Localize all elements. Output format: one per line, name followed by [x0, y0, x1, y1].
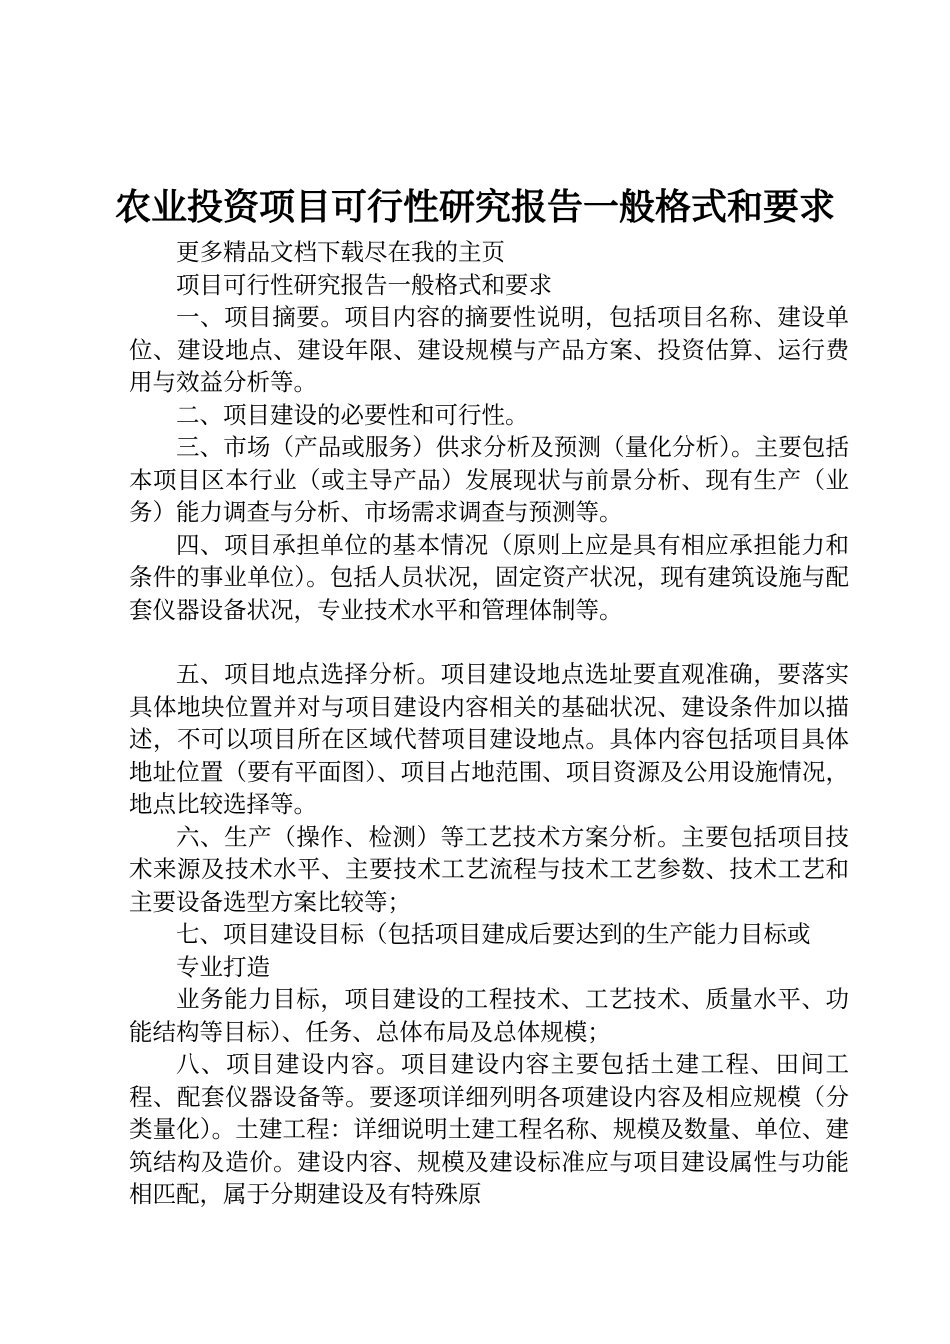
section-3-market: 三、市场（产品或服务）供求分析及预测（量化分析）。主要包括本项目区本行业（或主导产品）发展现状与前景分析、现有生产（业务）能力调查与分析、市场需求调查与预测等。 [129, 433, 849, 526]
section-8-content: 八、项目建设内容。项目建设内容主要包括土建工程、田间工程、配套仪器设备等。要逐项详细列明各项建设内容及相应规模（分类量化）。土建工程：详细说明土建工程名称、规模及数量、单位、建筑结构及造价。建设内容、规模及建设标准应与项目建设属性与功能相匹配，属于分期建设及有特殊原 [129, 1050, 849, 1208]
section-7-goals: 七、项目建设目标（包括项目建成后要达到的生产能力目标或 [176, 920, 811, 948]
section-2-necessity: 二、项目建设的必要性和可行性。 [176, 400, 529, 429]
document-body [129, 236, 849, 1211]
subtitle-line: 项目可行性研究报告一般格式和要求 [176, 270, 552, 299]
section-5-location: 五、项目地点选择分析。项目建设地点选址要直观准确，要落实具体地块位置并对与项目建设内容相关的基础状况、建设条件加以描述，不可以项目所在区域代替项目建设地点。具体内容包括项目具体地址位置（要有平面图）、项目占地范围、项目资源及公用设施情况，地点比较选择等。 [129, 660, 849, 818]
section-6-technology: 六、生产（操作、检测）等工艺技术方案分析。主要包括项目技术来源及技术水平、主要技术工艺流程与技术工艺参数、技术工艺和主要设备选型方案比较等； [129, 822, 849, 916]
section-1-summary: 一、项目摘要。项目内容的摘要性说明，包括项目名称、建设单位、建设地点、建设年限、建设规模与产品方案、投资估算、运行费用与效益分析等。 [129, 303, 849, 396]
promo-line: 更多精品文档下载尽在我的主页 [176, 238, 505, 266]
section-7-continued: 业务能力目标，项目建设的工程技术、工艺技术、质量水平、功能结构等目标）、任务、总体布局及总体规模； [129, 985, 849, 1046]
document-title: 农业投资项目可行性研究报告一般格式和要求 [114, 187, 835, 228]
watermark-line: 专业打造 [176, 952, 270, 981]
section-4-organization: 四、项目承担单位的基本情况（原则上应是具有相应承担能力和条件的事业单位）。包括人员状况，固定资产状况，现有建筑设施与配套仪器设备状况，专业技术水平和管理体制等。 [129, 530, 849, 624]
